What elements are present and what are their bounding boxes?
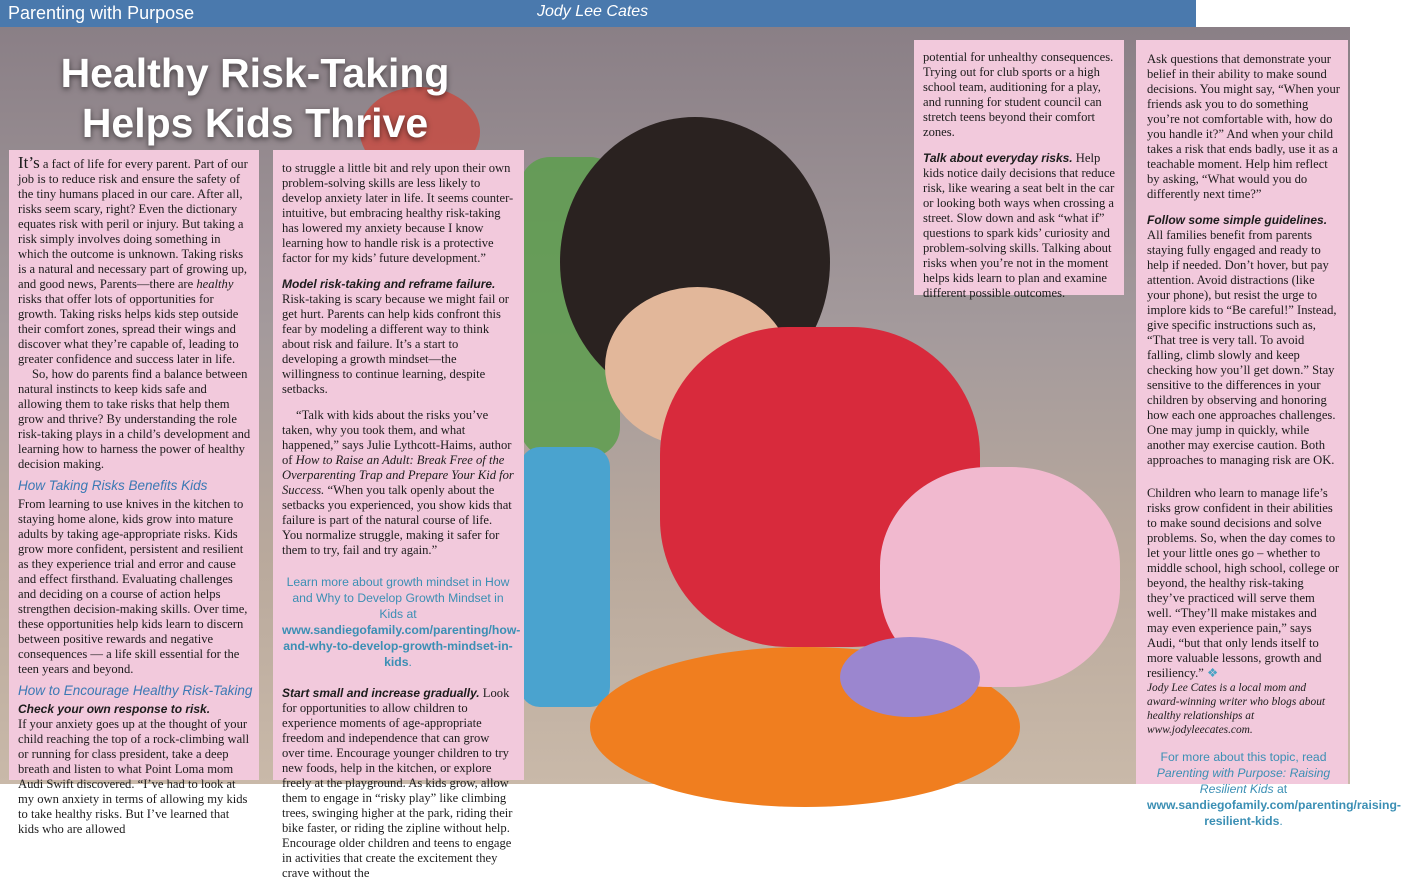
author-bio: Jody Lee Cates is a local mom and award-winning writer who blogs about healthy relationships at www.jodyleecates.com. bbox=[1147, 682, 1326, 736]
paragraph: Ask questions that demonstrate your belief in their ability to make sound decisions. You might say, “When your friends ask you to do something you’re not comfortable with, how do you handle it?” And when your child takes a risk that ends badly, use it as a teachable moment. Help him reflect by asking, “What would you do differently next time?” bbox=[1147, 52, 1340, 201]
headline-line-1: Healthy Risk-Taking bbox=[60, 50, 450, 96]
growth-mindset-link[interactable]: www.sandiegofamily.com/parenting/how-and-why-to-develop-growth-mindset-in-kids bbox=[282, 623, 521, 669]
subheading-encourage: How to Encourage Healthy Risk-Taking bbox=[18, 683, 253, 698]
paragraph: to struggle a little bit and rely upon their own problem-solving skills are less likely to develop anxiety later in life. It seems counter-intuitive, but embracing healthy risk-taking has lowered my anxiety because I know learning how to handle risk is a protective factor for my kids’ future development.” bbox=[282, 161, 514, 265]
paragraph: potential for unhealthy consequences. Trying out for club sports or a high school team, auditioning for a play, and running for student council can stretch teens beyond their comfort zones. bbox=[923, 50, 1114, 139]
end-mark-icon: ❖ bbox=[1207, 666, 1219, 680]
article-column-1 bbox=[9, 150, 259, 836]
photo-blob-blue-post bbox=[520, 447, 610, 707]
paragraph: Talk about everyday risks. Help kids notice daily decisions that reduce risk, like wearing a seat belt in the car or looking both ways when crossing a street. Slow down and ask “what if” questions to spark kids’ curiosity and problem-solving skills. Talking about risks when you’re not in the moment helps kids learn to plan and examine different possible outcomes. bbox=[923, 151, 1115, 300]
paragraph: From learning to use knives in the kitchen to staying home alone, kids grow into mature adults by taking age-appropriate risks. Kids grow more confident, persistent and resilient as they experience trial and error and cause and effect firsthand. Evaluating challenges and deciding on a course of action helps strengthen decision-making skills. Over time, these opportunities help kids learn to discern between positive rewards and negative consequences — a life skill essential for the teen years and beyond. bbox=[18, 497, 248, 676]
resilient-kids-callout: For more about this topic, read Parenting with Purpose: Raising Resilient Kids at www.sandiegofamily.com/parenting/raising-resilient-kids. bbox=[1147, 750, 1401, 828]
paragraph: Children who learn to manage life’s risks grow confident in their abilities to make sound decisions and solve problems. So, when the day comes to let your little ones go – whether to middle school, high school, college or beyond, the healthy risk-taking they’ve practiced will serve them well. “They’ll make mistakes and may even experience pain,” says Audi, “but that only lends itself to more valuable lessons, growth and resiliency.” ❖ bbox=[1147, 486, 1340, 680]
subheading-benefits: How Taking Risks Benefits Kids bbox=[18, 478, 208, 493]
photo-blob-purple-shoe bbox=[840, 637, 980, 717]
article-column-4 bbox=[1136, 40, 1401, 828]
headline bbox=[40, 48, 470, 148]
paragraph: Start small and increase gradually. Look for opportunities to allow children to experience moments of age-appropriate freedom and independence that can grow over time. Encourage younger children to try new foods, help in the kitchen, or explore freely at the playground. As kids grow, allow them to engage in “risky play” like climbing trees, swinging higher at the park, riding their bike faster, or riding the zipline without help. Encourage older children and teens to engage in activities that create the excitement they crave without the bbox=[282, 686, 513, 880]
paragraph: If your anxiety goes up at the thought of your child reaching the top of a rock-climbing wall or running for class president, take a deep breath and listen to what Point Loma mom Audi Swift discovered. “I’ve had to look at my own anxiety in terms of allowing my kids to take healthy risks. But I’ve learned that kids who are allowed bbox=[18, 717, 250, 836]
top-bar bbox=[0, 0, 1196, 27]
lead-in-everyday: Talk about everyday risks. bbox=[923, 151, 1073, 165]
lead-in-model: Model risk-taking and reframe failure. bbox=[282, 277, 496, 291]
lead-in-check: Check your own response to risk. bbox=[18, 702, 211, 716]
growth-mindset-callout: Learn more about growth mindset in How and Why to Develop Growth Mindset in Kids at www.sandiegofamily.com/parenting/how-and-why-to-develop-growth-mindset-in-kids. bbox=[282, 575, 521, 669]
resilient-kids-link[interactable]: www.sandiegofamily.com/parenting/raising-resilient-kids bbox=[1147, 798, 1401, 828]
lead-in-guidelines: Follow some simple guidelines. bbox=[1147, 213, 1328, 227]
article-column-3 bbox=[914, 40, 1124, 300]
top-bar-blank bbox=[1196, 0, 1350, 27]
paragraph: Model risk-taking and reframe failure. Risk-taking is scary because we might fail or get hurt. Parents can help kids confront this fear by modeling a different way to think about risk and failure. It’s a start to developing a growth mindset—the willingness to continue learning, despite setbacks. bbox=[282, 277, 509, 396]
series-title: Parenting with Purpose bbox=[8, 3, 195, 23]
headline-line-2: Helps Kids Thrive bbox=[81, 100, 429, 146]
paragraph: Follow some simple guidelines. All families benefit from parents staying fully engaged and ready to help if needed. Don’t hover, but pay attention. Avoid distractions (like your phone), but resist the urge to implore kids to “Be careful!” Instead, give specific instructions such as, “That tree is very tall. To avoid falling, climb slowly and keep checking how you’ll get down.” Stay sensitive to the differences in your children by observing and honoring how each one approaches challenges. One may jump in quickly, while another may exercise caution. Both approaches to managing risk are OK. bbox=[1147, 213, 1337, 467]
paragraph: So, how do parents find a balance between natural instincts to keep kids safe and allowing them to take risks that help them grow and thrive? By understanding the role risk-taking plays in a child’s development and learning how to harness the power of healthy decision making. bbox=[18, 367, 251, 471]
drop-word: It’s bbox=[18, 153, 40, 172]
article-column-2 bbox=[273, 150, 524, 880]
header-author: Jody Lee Cates bbox=[537, 3, 649, 20]
lead-in-start-small: Start small and increase gradually. bbox=[282, 686, 480, 700]
paragraph: “Talk with kids about the risks you’ve taken, why you took them, and what happened,” says Julie Lythcott-Haims, author of How to Raise an Adult: Break Free of the Overparenting Trap and Prepare Your Kid for Success. “When you talk openly about the setbacks you experienced, you show kids that failure is part of the natural course of life. You normalize struggle, making it safer for them to try, fail and try again.” bbox=[282, 408, 514, 557]
intro-paragraph: It’s a fact of life for every parent. Part of our job is to reduce risk and ensure the safety of the tiny humans placed in our care. After all, risks seem scary, right? Even the dictionary equates risk with peril or injury. But taking a risk simply involves doing something in which the outcome is unknown. Taking risks is a natural and necessary part of growing up, and good news, Parents—there are healthy risks that offer lots of opportunities for growth. Taking risks helps kids step outside their comfort zones, spread their wings and discover what they’re capable of, leading to greater confidence and success later in life. bbox=[18, 153, 248, 366]
